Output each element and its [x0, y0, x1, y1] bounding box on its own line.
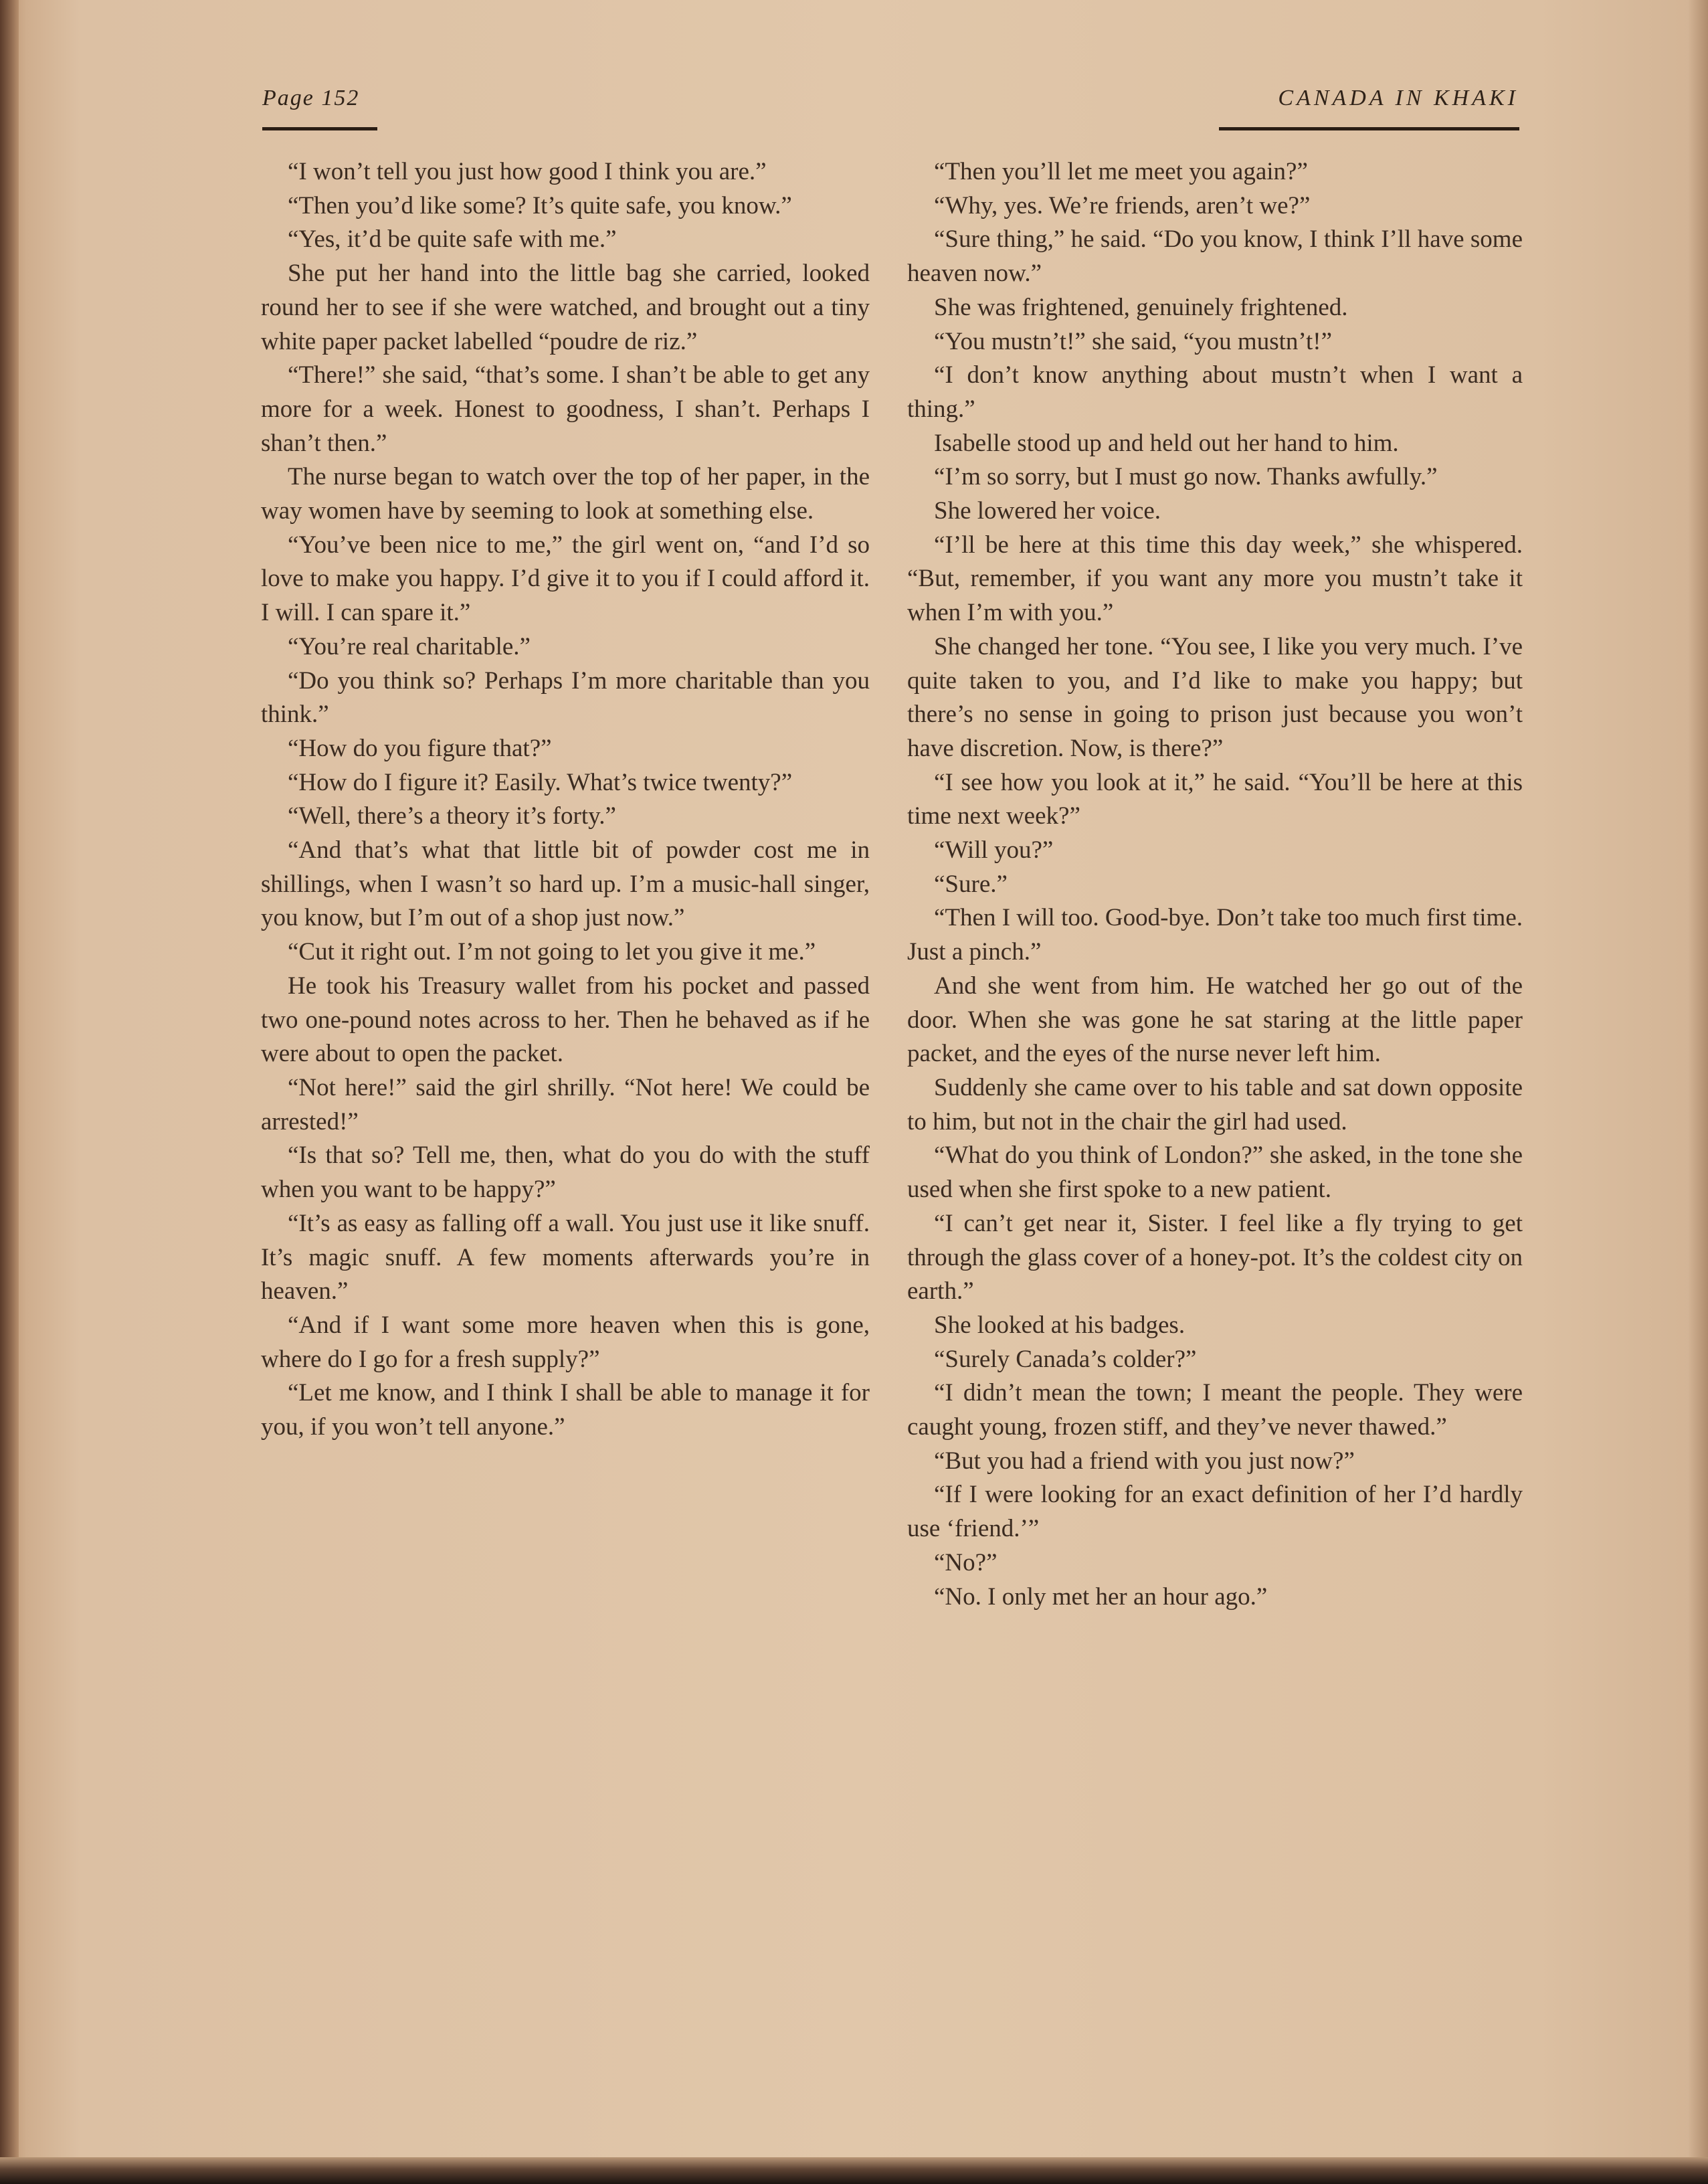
paragraph: She looked at his badges.	[934, 1311, 1185, 1339]
paragraph: “Surely Canada’s colder?”	[934, 1345, 1197, 1373]
paragraph: “And if I want some more heaven when this is gone, where do I go for a fresh supply?”	[261, 1311, 870, 1373]
paragraph: “I can’t get near it, Sister. I feel like a fly trying to get through the glass cover of a honey-pot. It’s the coldest city on earth.”	[907, 1209, 1523, 1305]
paragraph: She put her hand into the little bag she carried, looked round her to see if she were watched, and brought out a tiny white paper packet labelled “poudre de riz.”	[261, 260, 870, 355]
paragraph: “How do you figure that?”	[288, 734, 552, 762]
left-text-column	[261, 155, 870, 1445]
paragraph: “What do you think of London?” she asked, in the tone she used when she first spoke to a new patient.	[907, 1142, 1523, 1204]
paragraph: “You’ve been nice to me,” the girl went on, “and I’d so love to make you happy. I’d give it to you if I could afford it. I will. I can spare it.”	[261, 531, 870, 627]
paragraph: “Sure thing,” he said. “Do you know, I think I’ll have some heaven now.”	[907, 225, 1523, 288]
page-number: Page 152	[262, 86, 360, 110]
paragraph: And she went from him. He watched her go out of the door. When she was gone he sat staring at the little paper packet, and the eyes of the nurse never left him.	[907, 972, 1523, 1068]
paragraph: “Well, there’s a theory it’s forty.”	[288, 802, 616, 830]
paragraph: The nurse began to watch over the top of her paper, in the way women have by seeming to look at something else.	[261, 463, 870, 525]
paragraph: “You’re real charitable.”	[288, 632, 531, 660]
paragraph: “You mustn’t!” she said, “you mustn’t!”	[934, 327, 1333, 355]
paragraph: He took his Treasury wallet from his pocket and passed two one-pound notes across to her. Then he behaved as if he were about to open the packet.	[261, 972, 870, 1068]
running-title: CANADA IN KHAKI	[1278, 86, 1519, 110]
book-binding	[0, 0, 19, 2184]
paragraph: “Is that so? Tell me, then, what do you do with the stuff when you want to be happy?”	[261, 1142, 870, 1204]
page-bottom-edge	[0, 2157, 1708, 2184]
paragraph: “Then I will too. Good-bye. Don’t take too much first time. Just a pinch.”	[907, 904, 1523, 966]
paragraph: She was frightened, genuinely frightened.	[934, 293, 1348, 321]
paragraph: “Then you’ll let me meet you again?”	[934, 158, 1308, 185]
paragraph: “I’ll be here at this time this day week,” she whispered. “But, remember, if you want any more you mustn’t take it when I’m with you.”	[907, 531, 1523, 627]
paragraph: “There!” she said, “that’s some. I shan’t be able to get any more for a week. Honest to goodness, I shan’t. Perhaps I shan’t then.”	[261, 361, 870, 457]
header-rule-right	[1219, 127, 1519, 130]
page-right-edge	[1688, 0, 1708, 2184]
paragraph: “Then you’d like some? It’s quite safe, you know.”	[288, 191, 792, 219]
paragraph: “Why, yes. We’re friends, aren’t we?”	[934, 191, 1311, 219]
paragraph: “And that’s what that little bit of powder cost me in shillings, when I wasn’t so hard up. I’m a music-hall singer, you know, but I’m out of a shop just now.”	[261, 836, 870, 932]
paragraph: “I don’t know anything about mustn’t when I want a thing.”	[907, 361, 1523, 423]
paragraph: “I see how you look at it,” he said. “You’ll be here at this time next week?”	[907, 768, 1523, 830]
paragraph: “I’m so sorry, but I must go now. Thanks awfully.”	[934, 463, 1438, 491]
paragraph: She changed her tone. “You see, I like you very much. I’ve quite taken to you, and I’d like to make you happy; but there’s no sense in going to prison just because you won’t have discretion. Now, is there?”	[907, 632, 1523, 762]
paragraph: Isabelle stood up and held out her hand to him.	[934, 429, 1399, 457]
paragraph: “No?”	[934, 1548, 998, 1576]
header-rule-left	[262, 127, 377, 130]
paragraph: “I didn’t mean the town; I meant the people. They were caught young, frozen stiff, and they’ve never thawed.”	[907, 1379, 1523, 1441]
right-text-column	[907, 155, 1523, 1614]
paragraph: “If I were looking for an exact definition of her I’d hardly use ‘friend.’”	[907, 1481, 1523, 1543]
paragraph: “But you had a friend with you just now?”	[934, 1447, 1355, 1475]
paragraph: “I won’t tell you just how good I think you are.”	[288, 158, 767, 185]
paragraph: “Let me know, and I think I shall be able to manage it for you, if you won’t tell anyone.”	[261, 1379, 870, 1441]
paragraph: “Cut it right out. I’m not going to let you give it me.”	[288, 938, 816, 966]
paragraph: “No. I only met her an hour ago.”	[934, 1582, 1268, 1611]
paragraph: “Yes, it’d be quite safe with me.”	[288, 225, 617, 254]
paragraph: “Sure.”	[934, 870, 1008, 898]
paragraph: “Will you?”	[934, 836, 1054, 864]
paragraph: She lowered her voice.	[934, 497, 1161, 525]
paragraph: “How do I figure it? Easily. What’s twice twenty?”	[288, 768, 793, 796]
paragraph: “Do you think so? Perhaps I’m more charitable than you think.”	[261, 666, 870, 729]
paragraph: “Not here!” said the girl shrilly. “Not here! We could be arrested!”	[261, 1073, 870, 1135]
paragraph: “It’s as easy as falling off a wall. You just use it like snuff. It’s magic snuff. A few moments afterwards you’re in heaven.”	[261, 1209, 870, 1305]
paragraph: Suddenly she came over to his table and sat down opposite to him, but not in the chair the girl had used.	[907, 1073, 1523, 1135]
